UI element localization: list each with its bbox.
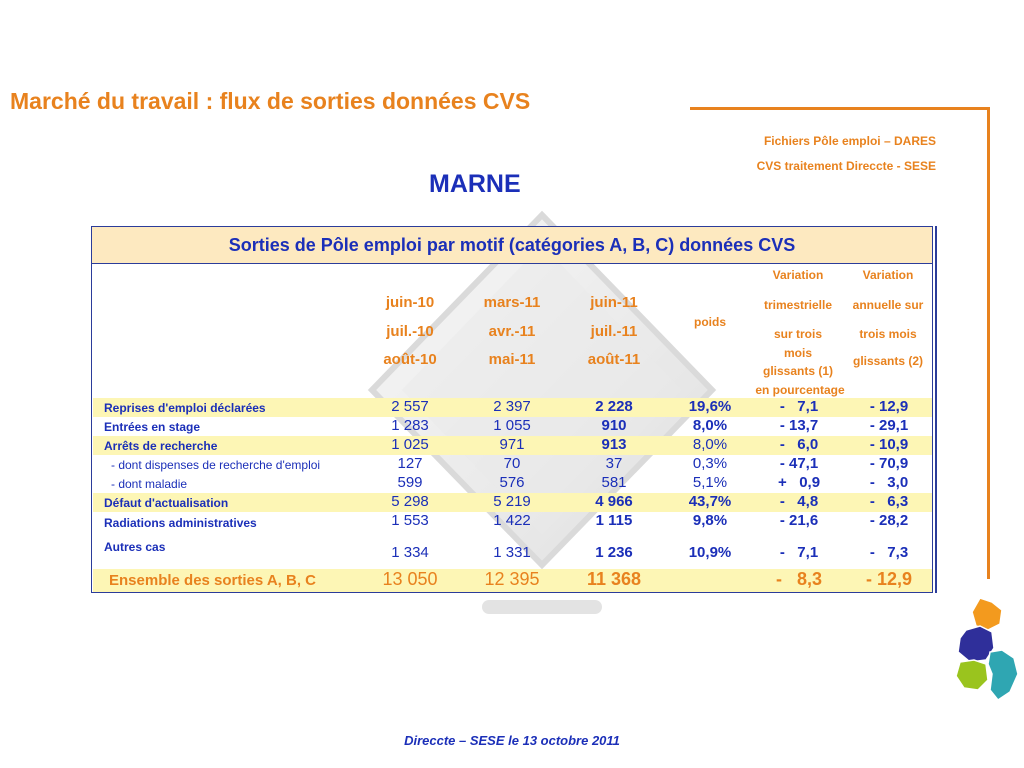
- value-var-ann: - 12,9: [869, 398, 909, 415]
- value-poids: 19,6%: [688, 398, 732, 415]
- value-mar11: 1 055: [493, 417, 531, 434]
- value-jun10: 1 334: [391, 544, 429, 561]
- value-mar11: 70: [503, 455, 521, 472]
- value-jun10: 1 025: [391, 436, 429, 453]
- row-label: Autres cas: [104, 540, 166, 554]
- period-3-month-2: juil.-11: [590, 323, 638, 340]
- table-row-total: [93, 569, 932, 592]
- value-var-trim: - 21,6: [779, 512, 819, 529]
- period-2-month-1: mars-11: [483, 294, 541, 311]
- value-jun11: 581: [601, 474, 627, 491]
- row-label: Entrées en stage: [104, 420, 201, 434]
- region-title: MARNE: [429, 170, 521, 198]
- poids-header: poids: [694, 315, 726, 329]
- value-mar11: 971: [499, 436, 525, 453]
- var-trim-header-3: sur trois: [773, 327, 822, 341]
- row-label: - dont dispenses de recherche d'emploi: [111, 458, 321, 472]
- table-title: Sorties de Pôle emploi par motif (catégories A, B, C) données CVS: [92, 227, 932, 264]
- region-map-logo-icon: [952, 596, 1020, 706]
- value-var-ann: - 70,9: [869, 455, 909, 472]
- value-mar11: 5 219: [493, 493, 531, 510]
- value-jun11: 2 228: [595, 398, 633, 415]
- table-row-maladie: [93, 474, 932, 493]
- var-ann-header-4: glissants (2): [852, 354, 924, 368]
- value-jun10: 2 557: [391, 398, 429, 415]
- value-poids: 9,8%: [692, 512, 728, 529]
- value-jun11: 37: [605, 455, 623, 472]
- row-label: Reprises d'emploi déclarées: [104, 401, 266, 415]
- row-label: Défaut d'actualisation: [104, 496, 229, 510]
- value-var-trim: - 7,1: [779, 398, 819, 415]
- value-poids: 8,0%: [692, 436, 728, 453]
- var-ann-header-2: annuelle sur: [852, 298, 924, 312]
- slide-title: Marché du travail : flux de sorties données CVS: [10, 88, 531, 114]
- value-mar11: 2 397: [493, 398, 531, 415]
- value-jun11: 1 115: [595, 512, 633, 529]
- data-table: [91, 226, 933, 593]
- value-jun10: 1 283: [391, 417, 429, 434]
- value-var-ann: - 6,3: [869, 493, 909, 510]
- value-var-ann: - 3,0: [869, 474, 909, 491]
- period-3-month-3: août-11: [587, 351, 641, 368]
- value-poids: 43,7%: [688, 493, 732, 510]
- total-var-trim: - 8,3: [775, 569, 823, 589]
- var-trim-header-2: trimestrielle: [763, 298, 833, 312]
- total-label: Ensemble des sorties A, B, C: [109, 572, 317, 589]
- value-jun10: 599: [397, 474, 423, 491]
- value-var-ann: - 10,9: [869, 436, 909, 453]
- table-row-defaut: [93, 493, 932, 512]
- total-var-ann: - 12,9: [865, 569, 913, 589]
- unit-label: en pourcentage: [755, 383, 845, 397]
- value-poids: 8,0%: [692, 417, 728, 434]
- value-var-trim: - 47,1: [779, 455, 819, 472]
- value-mar11: 1 422: [493, 512, 531, 529]
- var-trim-header-4: mois: [783, 346, 812, 360]
- row-label: Radiations administratives: [104, 516, 257, 530]
- accent-rule-horizontal: [690, 107, 990, 110]
- total-jun11: 11 368: [586, 569, 642, 589]
- period-2-month-3: mai-11: [488, 351, 536, 368]
- total-mar11: 12 395: [484, 569, 540, 589]
- value-var-trim: - 6,0: [779, 436, 819, 453]
- table-row-autres: [93, 532, 932, 567]
- value-jun11: 1 236: [595, 544, 633, 561]
- value-poids: 5,1%: [692, 474, 728, 491]
- source-line-1: Fichiers Pôle emploi – DARES: [763, 134, 936, 148]
- value-jun11: 910: [601, 417, 627, 434]
- value-jun10: 1 553: [391, 512, 429, 529]
- source-line-2: CVS traitement Direccte - SESE: [756, 159, 936, 173]
- row-label: - dont maladie: [111, 477, 188, 491]
- value-var-trim: - 4,8: [779, 493, 819, 510]
- period-3-month-1: juin-11: [590, 294, 638, 311]
- value-var-trim: - 13,7: [779, 417, 819, 434]
- value-var-ann: - 7,3: [869, 544, 909, 561]
- period-1-month-3: août-10: [383, 351, 437, 368]
- table-row-radiations: [93, 512, 932, 532]
- var-ann-header-1: Variation: [862, 268, 914, 282]
- table-row-arrets: [93, 436, 932, 455]
- value-var-ann: - 28,2: [869, 512, 909, 529]
- period-2-month-2: avr.-11: [488, 323, 536, 340]
- var-ann-header-3: trois mois: [859, 327, 917, 341]
- accent-rule-vertical: [987, 107, 990, 579]
- value-jun10: 127: [397, 455, 423, 472]
- row-label: Arrêts de recherche: [104, 439, 218, 453]
- period-1-month-1: juin-10: [385, 294, 435, 311]
- value-var-trim: - 7,1: [779, 544, 819, 561]
- total-jun10: 13 050: [382, 569, 438, 589]
- value-mar11: 576: [499, 474, 525, 491]
- table-right-border: [935, 226, 937, 593]
- period-1-month-2: juil.-10: [386, 323, 434, 340]
- var-trim-header-1: Variation: [772, 268, 824, 282]
- value-jun10: 5 298: [391, 493, 429, 510]
- footer-text: Direccte – SESE le 13 octobre 2011: [404, 733, 620, 748]
- table-row-dispenses: [93, 455, 932, 474]
- table-row-reprises: [93, 398, 932, 417]
- table-row-stage: [93, 417, 932, 436]
- value-mar11: 1 331: [493, 544, 531, 561]
- value-var-trim: + 0,9: [777, 474, 821, 491]
- var-trim-header-5: glissants (1): [762, 364, 834, 378]
- value-poids: 0,3%: [692, 455, 728, 472]
- value-var-ann: - 29,1: [869, 417, 909, 434]
- value-jun11: 4 966: [595, 493, 633, 510]
- value-jun11: 913: [601, 436, 627, 453]
- value-poids: 10,9%: [688, 544, 732, 561]
